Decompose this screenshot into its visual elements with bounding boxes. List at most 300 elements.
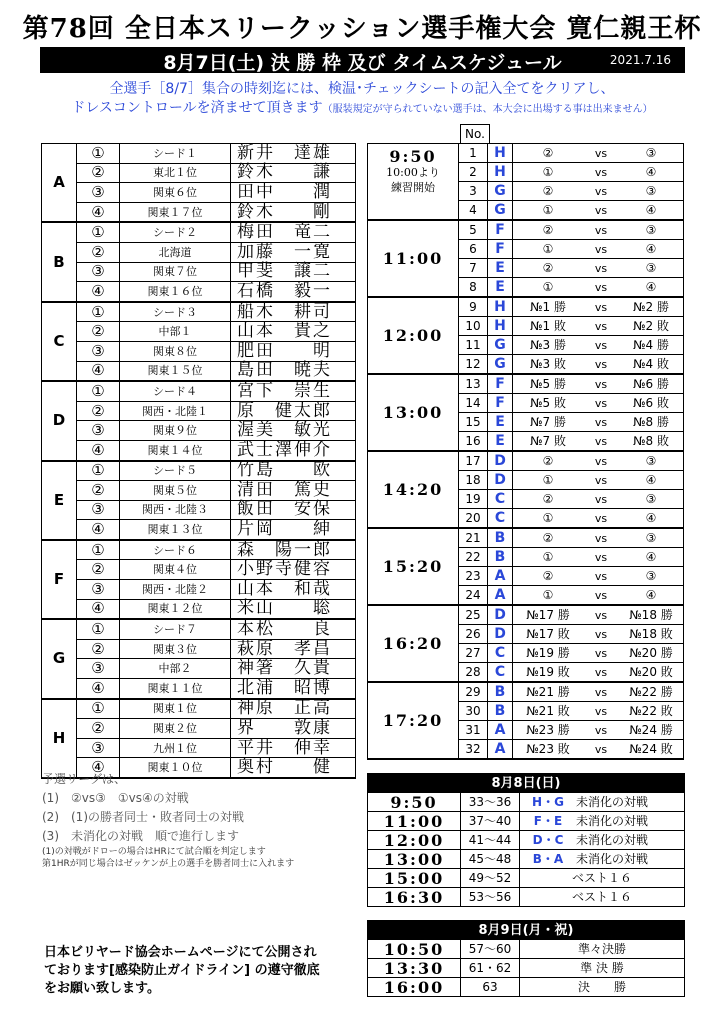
player-seed: 関西・北陸１: [120, 401, 231, 421]
match-side-a: №23 敗: [513, 740, 584, 760]
match-number: 24: [459, 586, 488, 606]
table-letter: G: [488, 182, 513, 201]
player-row: [42, 163, 356, 183]
player-number: ②: [77, 242, 120, 262]
player-seed: 関東７位: [120, 262, 231, 282]
table-letter: H: [488, 297, 513, 317]
match-number: 4: [459, 201, 488, 221]
player-name: 山本 貴之: [231, 322, 356, 342]
vs-label: vs: [583, 182, 619, 201]
match-side-b: ④: [619, 163, 684, 182]
time-slot: [368, 297, 459, 374]
player-name: 鈴木 剛: [231, 202, 356, 222]
player-number: ④: [77, 202, 120, 222]
match-side-b: №6 敗: [619, 394, 684, 413]
note-line: (1) ②vs③ ①vs④の対戦: [42, 791, 189, 805]
match-side-a: №21 勝: [513, 682, 584, 702]
table-letter: E: [488, 432, 513, 452]
player-row: [42, 440, 356, 460]
player-seed: シード３: [120, 302, 231, 322]
vs-label: vs: [583, 355, 619, 375]
vs-label: vs: [583, 278, 619, 298]
match-side-b: №8 勝: [619, 413, 684, 432]
note-line: 予選リーグは、: [42, 772, 127, 786]
table-letter: F: [488, 220, 513, 240]
note-small: 第1HRが同じ場合はゼッケンが上の選手を勝者同士に入れます: [42, 859, 295, 869]
vs-label: vs: [583, 413, 619, 432]
table-letter: A: [488, 740, 513, 760]
time-label: 14:20: [382, 480, 444, 499]
vs-label: vs: [583, 163, 619, 182]
player-number: ③: [77, 580, 120, 600]
player-seed: 関東２位: [120, 719, 231, 739]
match-number: 2: [459, 163, 488, 182]
table-letter: D: [488, 605, 513, 625]
match-side-a: ②: [513, 567, 584, 586]
player-number: ④: [77, 599, 120, 619]
group-label: H: [42, 699, 77, 778]
match-number: 21: [459, 528, 488, 548]
day2-tables: F・E: [520, 812, 577, 831]
day2-match-numbers: 53〜56: [461, 888, 520, 907]
time-slot: [368, 451, 459, 528]
player-name: 米山 聡: [231, 599, 356, 619]
match-number: 32: [459, 740, 488, 760]
player-name: 加藤 一寛: [231, 242, 356, 262]
match-side-a: №17 敗: [513, 625, 584, 644]
match-side-a: ②: [513, 182, 584, 201]
vs-label: vs: [583, 144, 619, 163]
match-side-b: ④: [619, 278, 684, 298]
day2-tables: D・C: [520, 831, 577, 850]
vs-label: vs: [583, 663, 619, 683]
match-side-b: №22 勝: [619, 682, 684, 702]
player-number: ③: [77, 500, 120, 520]
player-name: 梅田 竜二: [231, 222, 356, 242]
group-label: A: [42, 144, 77, 223]
subtitle: 8月7日(土) 決 勝 枠 及び タイムスケジュール: [163, 52, 562, 74]
match-number: 25: [459, 605, 488, 625]
table-letter: G: [488, 336, 513, 355]
player-number: ①: [77, 540, 120, 560]
footer-line: 日本ビリヤード協会ホームページにて公開され: [44, 945, 317, 960]
match-side-a: ①: [513, 240, 584, 259]
vs-label: vs: [583, 528, 619, 548]
match-side-a: №23 勝: [513, 721, 584, 740]
match-number: 15: [459, 413, 488, 432]
match-side-b: №6 勝: [619, 374, 684, 394]
match-side-b: №18 勝: [619, 605, 684, 625]
player-name: 清田 篤史: [231, 481, 356, 501]
match-number: 1: [459, 144, 488, 163]
player-name: 山本 和哉: [231, 580, 356, 600]
notice: [0, 80, 724, 119]
player-row: [42, 144, 356, 164]
day2-desc: ベスト１６: [520, 888, 685, 907]
table-letter: C: [488, 663, 513, 683]
match-number: 6: [459, 240, 488, 259]
no-header: No.: [461, 125, 490, 144]
schedule-table: [367, 143, 684, 760]
player-name: 北浦 昭博: [231, 679, 356, 699]
match-row: [368, 451, 684, 471]
table-letter: D: [488, 625, 513, 644]
match-side-a: ②: [513, 220, 584, 240]
match-side-b: №24 敗: [619, 740, 684, 760]
practice-note: 10:00より: [386, 166, 440, 179]
player-row: [42, 659, 356, 679]
time-slot: [368, 374, 459, 451]
player-row: [42, 222, 356, 242]
table-letter: H: [488, 163, 513, 182]
match-side-a: №5 勝: [513, 374, 584, 394]
day2-desc: 未消化の対戦: [576, 850, 685, 869]
match-side-b: ④: [619, 509, 684, 529]
match-side-a: ②: [513, 144, 584, 163]
match-side-a: ①: [513, 278, 584, 298]
vs-label: vs: [583, 394, 619, 413]
player-row: [42, 580, 356, 600]
time-slot: [368, 682, 459, 759]
player-number: ②: [77, 719, 120, 739]
time-label: 15:20: [382, 557, 444, 576]
table-letter: D: [488, 471, 513, 490]
day3-desc: 準々決勝: [520, 940, 685, 959]
match-side-a: №19 敗: [513, 663, 584, 683]
footer-line: をお願い致します。: [44, 981, 160, 996]
match-number: 8: [459, 278, 488, 298]
day2-tables: H・G: [520, 793, 577, 812]
day3-row: [368, 959, 685, 978]
vs-label: vs: [583, 605, 619, 625]
player-row: [42, 361, 356, 381]
day3-time: 16:00: [368, 978, 461, 997]
match-side-a: №21 敗: [513, 702, 584, 721]
player-number: ①: [77, 381, 120, 401]
player-seed: 関東１２位: [120, 599, 231, 619]
vs-label: vs: [583, 586, 619, 606]
player-number: ①: [77, 461, 120, 481]
match-number: 14: [459, 394, 488, 413]
match-side-b: ③: [619, 220, 684, 240]
player-seed: 関東１４位: [120, 440, 231, 460]
player-name: 神原 正高: [231, 699, 356, 719]
match-number: 11: [459, 336, 488, 355]
note-small: (1)の対戦がドローの場合はHRにて試合順を判定します: [42, 847, 266, 857]
player-name: 飯田 安保: [231, 500, 356, 520]
vs-label: vs: [583, 201, 619, 221]
match-number: 23: [459, 567, 488, 586]
match-side-b: №22 敗: [619, 702, 684, 721]
match-side-b: №2 敗: [619, 317, 684, 336]
match-side-a: ①: [513, 509, 584, 529]
time-label: 11:00: [382, 249, 444, 268]
group-label: G: [42, 619, 77, 698]
day2-desc: 未消化の対戦: [576, 812, 685, 831]
match-side-b: ③: [619, 182, 684, 201]
player-name: 鈴木 謙: [231, 163, 356, 183]
player-number: ②: [77, 481, 120, 501]
day2-row: [368, 831, 685, 850]
match-number: 26: [459, 625, 488, 644]
table-letter: G: [488, 355, 513, 375]
match-row: [368, 374, 684, 394]
player-row: [42, 302, 356, 322]
match-side-b: №18 敗: [619, 625, 684, 644]
day3-match-numbers: 63: [461, 978, 520, 997]
player-seed: 関東１５位: [120, 361, 231, 381]
table-letter: A: [488, 567, 513, 586]
match-number: 22: [459, 548, 488, 567]
match-number: 10: [459, 317, 488, 336]
table-letter: F: [488, 394, 513, 413]
player-row: [42, 500, 356, 520]
player-number: ③: [77, 262, 120, 282]
match-side-b: №2 勝: [619, 297, 684, 317]
match-row: [368, 528, 684, 548]
match-number: 16: [459, 432, 488, 452]
group-label: F: [42, 540, 77, 619]
player-seed: 関西・北陸３: [120, 500, 231, 520]
player-row: [42, 282, 356, 302]
player-name: 渥美 敏光: [231, 421, 356, 441]
day2-match-numbers: 33〜36: [461, 793, 520, 812]
note-line: (3) 未消化の対戦 順で進行します: [42, 829, 239, 843]
page-title: 第78回 全日本スリークッション選手権大会 寛仁親王杯: [22, 14, 702, 44]
day3-desc: 準 決 勝: [520, 959, 685, 978]
vs-label: vs: [583, 644, 619, 663]
match-side-a: №7 敗: [513, 432, 584, 452]
table-letter: B: [488, 682, 513, 702]
match-side-a: №3 勝: [513, 336, 584, 355]
vs-label: vs: [583, 490, 619, 509]
player-number: ②: [77, 560, 120, 580]
match-number: 9: [459, 297, 488, 317]
player-seed: 北海道: [120, 242, 231, 262]
table-letter: E: [488, 278, 513, 298]
player-name: 竹島 欧: [231, 461, 356, 481]
table-letter: C: [488, 509, 513, 529]
player-row: [42, 599, 356, 619]
match-number: 13: [459, 374, 488, 394]
player-number: ①: [77, 699, 120, 719]
day3-desc: 決 勝: [520, 978, 685, 997]
player-seed: 関東９位: [120, 421, 231, 441]
player-name: 萩原 孝昌: [231, 639, 356, 659]
match-side-b: №8 敗: [619, 432, 684, 452]
day2-match-numbers: 37〜40: [461, 812, 520, 831]
match-number: 19: [459, 490, 488, 509]
player-seed: 関西・北陸２: [120, 580, 231, 600]
match-number: 17: [459, 451, 488, 471]
match-side-b: ③: [619, 144, 684, 163]
subtitle-bar: [40, 47, 685, 73]
match-side-a: №5 敗: [513, 394, 584, 413]
match-side-b: №24 勝: [619, 721, 684, 740]
player-seed: シード１: [120, 144, 231, 164]
player-name: 界 敦康: [231, 719, 356, 739]
vs-label: vs: [583, 471, 619, 490]
footer-line: ております[感染防止ガイドライン] の遵守徹底: [44, 963, 320, 978]
player-seed: 関東８位: [120, 341, 231, 361]
player-row: [42, 381, 356, 401]
match-side-b: ③: [619, 528, 684, 548]
day3-time: 10:50: [368, 940, 461, 959]
notice-line-2: ドレスコントロールを済ませて頂きます: [71, 100, 323, 116]
player-name: 石橋 毅一: [231, 282, 356, 302]
player-row: [42, 322, 356, 342]
player-number: ③: [77, 183, 120, 203]
day2-row: [368, 888, 685, 907]
player-seed: 関東５位: [120, 481, 231, 501]
table-letter: B: [488, 528, 513, 548]
time-slot: [368, 220, 459, 297]
groups-table: [41, 143, 356, 779]
day2-row: [368, 793, 685, 812]
table-letter: H: [488, 317, 513, 336]
player-number: ②: [77, 639, 120, 659]
time-slot: [368, 144, 459, 221]
player-name: 肥田 明: [231, 341, 356, 361]
match-side-a: №1 勝: [513, 297, 584, 317]
day2-row: [368, 812, 685, 831]
table-letter: C: [488, 490, 513, 509]
player-row: [42, 719, 356, 739]
time-label: 12:00: [382, 326, 444, 345]
player-seed: 関東１６位: [120, 282, 231, 302]
player-row: [42, 341, 356, 361]
player-row: [42, 639, 356, 659]
player-row: [42, 560, 356, 580]
match-number: 29: [459, 682, 488, 702]
table-letter: F: [488, 240, 513, 259]
player-seed: 関東１７位: [120, 202, 231, 222]
match-number: 31: [459, 721, 488, 740]
table-letter: E: [488, 413, 513, 432]
vs-label: vs: [583, 220, 619, 240]
player-row: [42, 619, 356, 639]
no-header-table: [460, 124, 490, 144]
time-slot: [368, 528, 459, 605]
match-side-b: №4 勝: [619, 336, 684, 355]
day2-time: 13:00: [368, 850, 461, 869]
vs-label: vs: [583, 567, 619, 586]
day2-time: 15:00: [368, 869, 461, 888]
player-seed: 関東１３位: [120, 520, 231, 540]
player-name: 島田 暁夫: [231, 361, 356, 381]
player-seed: シード４: [120, 381, 231, 401]
player-number: ①: [77, 144, 120, 164]
player-number: ②: [77, 163, 120, 183]
match-number: 30: [459, 702, 488, 721]
vs-label: vs: [583, 240, 619, 259]
match-number: 7: [459, 259, 488, 278]
player-row: [42, 421, 356, 441]
player-name: 小野寺健容: [231, 560, 356, 580]
player-number: ④: [77, 282, 120, 302]
match-side-b: ③: [619, 490, 684, 509]
player-number: ④: [77, 440, 120, 460]
player-name: 本松 良: [231, 619, 356, 639]
player-number: ①: [77, 222, 120, 242]
match-side-a: №17 勝: [513, 605, 584, 625]
player-seed: 関東３位: [120, 639, 231, 659]
player-seed: 関東１１位: [120, 679, 231, 699]
player-number: ②: [77, 401, 120, 421]
vs-label: vs: [583, 336, 619, 355]
player-seed: 中部２: [120, 659, 231, 679]
day2-header: 8月8日(日): [368, 774, 685, 793]
table-letter: D: [488, 451, 513, 471]
group-label: B: [42, 222, 77, 301]
day3-table: [367, 920, 685, 997]
day3-header: 8月9日(月・祝): [368, 921, 685, 940]
day2-row: [368, 869, 685, 888]
table-letter: A: [488, 721, 513, 740]
table-letter: F: [488, 374, 513, 394]
vs-label: vs: [583, 625, 619, 644]
day2-row: [368, 850, 685, 869]
vs-label: vs: [583, 432, 619, 452]
match-side-a: №19 勝: [513, 644, 584, 663]
time-slot: [368, 605, 459, 682]
player-number: ③: [77, 341, 120, 361]
vs-label: vs: [583, 702, 619, 721]
day2-time: 11:00: [368, 812, 461, 831]
player-seed: 関東１０位: [120, 758, 231, 778]
match-side-a: ②: [513, 259, 584, 278]
day2-time: 12:00: [368, 831, 461, 850]
table-letter: B: [488, 548, 513, 567]
match-side-a: ①: [513, 201, 584, 221]
player-name: 田中 潤: [231, 183, 356, 203]
player-name: 神箸 久貴: [231, 659, 356, 679]
match-row: [368, 297, 684, 317]
notice-line-2-small: （服装規定が守られていない選手は、本大会に出場する事は出来ません）: [322, 104, 653, 115]
match-side-b: ④: [619, 586, 684, 606]
day2-match-numbers: 49〜52: [461, 869, 520, 888]
player-number: ③: [77, 421, 120, 441]
player-number: ①: [77, 619, 120, 639]
note-line: (2) (1)の勝者同士・敗者同士の対戦: [42, 810, 244, 824]
player-number: ④: [77, 520, 120, 540]
table-letter: G: [488, 201, 513, 221]
day2-time: 16:30: [368, 888, 461, 907]
player-row: [42, 679, 356, 699]
practice-note: 練習開始: [391, 181, 435, 194]
match-side-b: ④: [619, 240, 684, 259]
player-row: [42, 401, 356, 421]
player-number: ③: [77, 659, 120, 679]
vs-label: vs: [583, 451, 619, 471]
table-letter: H: [488, 144, 513, 163]
match-row: [368, 605, 684, 625]
player-row: [42, 461, 356, 481]
match-side-b: №4 敗: [619, 355, 684, 375]
vs-label: vs: [583, 297, 619, 317]
player-seed: シード６: [120, 540, 231, 560]
table-letter: B: [488, 702, 513, 721]
match-side-a: №7 勝: [513, 413, 584, 432]
match-side-b: №20 勝: [619, 644, 684, 663]
match-side-a: ①: [513, 163, 584, 182]
match-side-b: ④: [619, 201, 684, 221]
match-row: [368, 682, 684, 702]
day3-match-numbers: 57〜60: [461, 940, 520, 959]
footer-note: [44, 944, 320, 998]
time-label: 16:20: [382, 634, 444, 653]
notice-line-1: 全選手［8/7］集合の時刻迄には、検温･チェックシートの記入全てをクリアし、: [109, 81, 615, 97]
